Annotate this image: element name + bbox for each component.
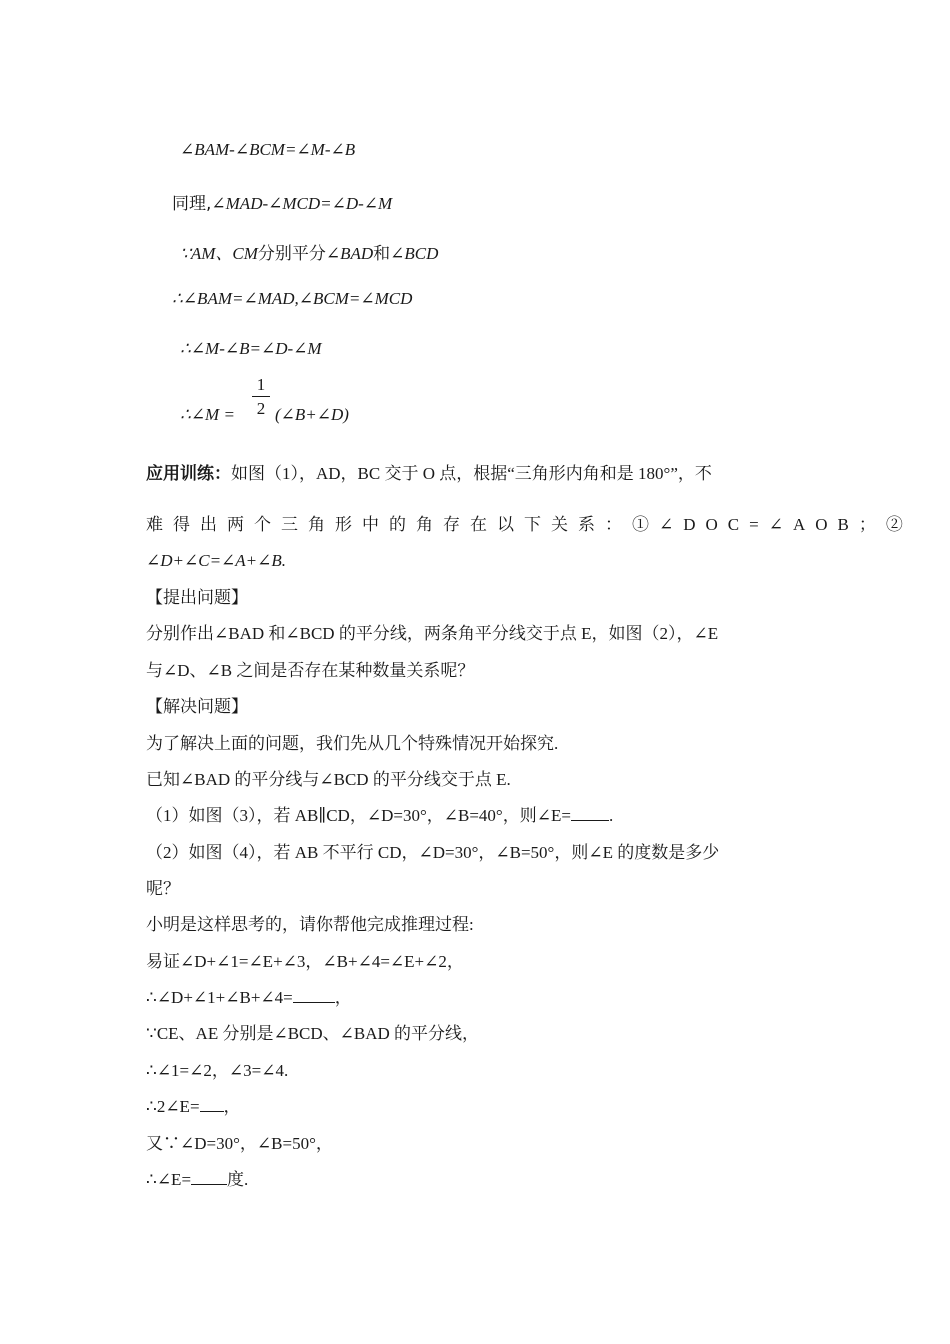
solve-line-9: ∵CE、AE 分别是∠BCD、∠BAD 的平分线，: [146, 1024, 480, 1043]
solve-header: 【解决问题】: [146, 697, 248, 716]
solve-line-1: 为了解决上面的问题，我们先从几个特殊情况开始探究.: [146, 734, 559, 753]
solve-line-11: ∴2∠E= ，: [146, 1097, 241, 1116]
solve-line-10: ∴∠1=∠2，∠3=∠4.: [146, 1061, 289, 1080]
answer-blank-1[interactable]: [571, 806, 609, 821]
question-header: 【提出问题】: [146, 588, 248, 607]
solve-line-8: ∴∠D+∠1+∠B+∠4= ，: [146, 988, 352, 1007]
solve-line-2: 已知∠BAD 的平分线与∠BCD 的平分线交于点 E.: [146, 770, 511, 789]
training-paragraph-2: 难得出两个三角形中的角存在以下关系：①∠DOC=∠AOB；②: [146, 515, 913, 534]
proof-line-6: ∴∠M =: [180, 405, 235, 424]
fraction-one-half: 1 2: [252, 375, 270, 419]
answer-blank-2[interactable]: [293, 988, 335, 1003]
question-line-1: 分别作出∠BAD 和∠BCD 的平分线，两条角平分线交于点 E，如图（2），∠E: [146, 624, 719, 643]
proof-line-4: ∴∠BAM=∠MAD,∠BCM=∠MCD: [172, 289, 413, 308]
solve-line-13: ∴∠E= 度.: [146, 1170, 249, 1189]
solve-line-6: 小明是这样思考的，请你帮他完成推理过程:: [146, 915, 474, 934]
proof-line-1: ∠BAM-∠BCM=∠M-∠B: [180, 140, 356, 159]
solve-line-3: （1）如图（3），若 AB∥CD，∠D=30°，∠B=40°，则∠E= .: [146, 806, 614, 825]
proof-line-2: 同理,∠MAD-∠MCD=∠D-∠M: [172, 194, 393, 214]
answer-blank-3[interactable]: [200, 1097, 224, 1112]
training-paragraph-1: 应用训练：如图（1），AD，BC 交于 O 点，根据“三角形内角和是 180°”，不: [146, 464, 712, 484]
question-line-2: 与∠D、∠B 之间是否存在某种数量关系呢？: [146, 661, 475, 680]
proof-line-3: ∵AM、CM分别平分∠BAD和∠BCD: [180, 244, 439, 264]
proof-line-6-tail: (∠B+∠D): [275, 405, 349, 424]
training-paragraph-3: ∠D+∠C=∠A+∠B.: [146, 551, 287, 570]
solve-line-12: 又∵∠D=30°，∠B=50°，: [146, 1134, 333, 1153]
solve-line-7: 易证∠D+∠1=∠E+∠3，∠B+∠4=∠E+∠2，: [146, 952, 464, 971]
proof-line-5: ∴∠M-∠B=∠D-∠M: [180, 339, 322, 358]
answer-blank-4[interactable]: [191, 1170, 227, 1185]
solve-line-5: 呢？: [146, 879, 180, 898]
solve-line-4: （2）如图（4），若 AB 不平行 CD，∠D=30°，∠B=50°，则∠E 的度数是多少: [146, 843, 720, 862]
